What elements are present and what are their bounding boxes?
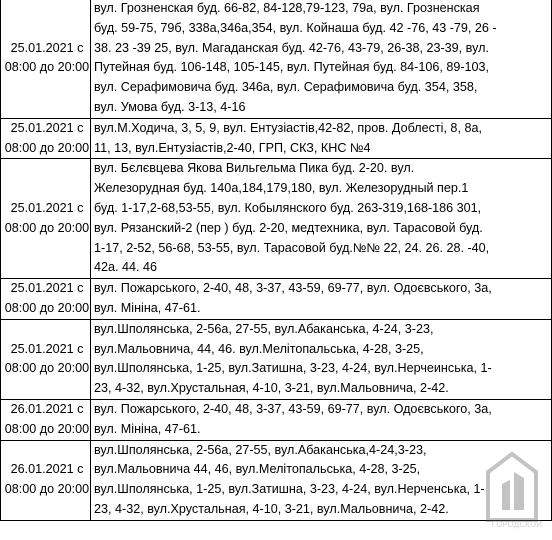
- address-line: 23, 4-32, вул.Хрустальная, 4-10, 3-21, вул.Мальовнича, 2-42.: [94, 381, 449, 396]
- address-list-cell: [91, 399, 552, 440]
- address-line: вул.Шполянська, 2-56а, 27-55, вул.Абаканська,4-24,3-23,: [94, 442, 427, 457]
- address-line: 38. 23 -39 25, вул. Магаданская буд. 42-76, 43-79, 26-38, 23-39, вул.: [94, 40, 489, 55]
- address-line: вул.Шполянська, 2-56а, 27-55, вул.Абаканська, 4-24, 3-23,: [94, 321, 434, 336]
- schedule-row: [1, 319, 552, 399]
- address-list-cell: [91, 319, 552, 399]
- outage-date-cell: 25.01.2021 с 08:00 до 20:00: [1, 0, 91, 118]
- address-line: вул. Умова буд. 3-13, 4-16: [94, 99, 246, 114]
- outage-date-cell: 26.01.2021 с 08:00 до 20:00: [1, 440, 91, 520]
- schedule-row: [1, 118, 552, 159]
- watermark-text: ГОРОДСКОЙ: [491, 520, 542, 529]
- address-line: вул. Пожарського, 2-40, 48, 3-37, 43-59, 69-77, вул. Одоєвського, 3а,: [94, 281, 492, 296]
- address-line: вул. Мініна, 47-61.: [94, 300, 201, 315]
- address-line: 11, 13, вул.Ентузіастів,2-40, ГРП, СКЗ, КНС №4: [94, 140, 371, 155]
- address-line: 42а. 44. 46: [94, 260, 158, 275]
- address-list-cell: [91, 118, 552, 159]
- outage-date-cell: 25.01.2021 с 08:00 до 20:00: [1, 319, 91, 399]
- address-line: буд. 1-17,2-68,53-55, вул. Кобылянского буд. 263-319,168-186 301,: [94, 200, 482, 215]
- address-list-cell: [91, 159, 552, 279]
- address-line: вул.Мальовнича 44, 46, вул.Мелітопальська, 4-28, 3-25,: [94, 462, 421, 477]
- address-line: буд. 59-75, 79б, 338а,346а,354, вул. Койнаша буд. 42 -76, 43 -79, 26 -: [94, 20, 497, 35]
- schedule-row: [1, 159, 552, 279]
- schedule-row: [1, 399, 552, 440]
- address-line: вул. Мініна, 47-61.: [94, 421, 201, 436]
- address-line: 1-17, 2-52, 56-68, 53-55, вул. Тарасовой буд.№№ 22, 24. 26. 28. -40,: [94, 240, 490, 255]
- schedule-row: [1, 0, 552, 118]
- schedule-row: [1, 279, 552, 320]
- address-line: вул. Грозненская буд. 66-82, 84-128,79-123, 79а, вул. Грозненская: [94, 1, 480, 15]
- address-line: вул. Серафимовича буд. 346а, вул. Серафимовича буд. 354, 358,: [94, 80, 478, 95]
- schedule-row: [1, 440, 552, 520]
- address-line: вул. Рязанский-2 (пер ) буд. 2-20, медтехника, вул. Тарасовой буд.: [94, 220, 483, 235]
- outage-date-cell: 26.01.2021 с 08:00 до 20:00: [1, 399, 91, 440]
- address-line: вул. Пожарського, 2-40, 48, 3-37, 43-59, 69-77, вул. Одоєвського, 3а,: [94, 401, 492, 416]
- address-line: Железорудная буд. 140а,184,179,180, вул. Железорудный пер.1: [94, 181, 469, 196]
- address-line: вул.М.Ходича, 3, 5, 9, вул. Ентузіастів,42-82, пров. Доблесті, 8, 8а,: [94, 120, 482, 135]
- address-line: вул.Мальовнича, 44, 46. вул.Мелітопальська, 4-28, 3-25,: [94, 341, 424, 356]
- address-line: вул. Бєлєвцева Якова Вильгельма Пика буд. 2-20. вул.: [94, 161, 415, 176]
- address-line: 23, 4-32, вул.Хрустальная, 4-10, 3-21, вул.Мальовнича, 2-42.: [94, 501, 449, 516]
- outage-date-cell: 25.01.2021 с 08:00 до 20:00: [1, 118, 91, 159]
- address-list-cell: [91, 0, 552, 118]
- outage-date-cell: 25.01.2021 с 08:00 до 20:00: [1, 159, 91, 279]
- address-line: вул.Шполянська, 1-25, вул.Затишна, 3-23, 4-24, вул.Нерчеинська, 1-: [94, 361, 492, 376]
- address-list-cell: [91, 440, 552, 520]
- address-list-cell: [91, 279, 552, 320]
- address-line: вул.Шполянська, 1-25, вул.Затишна, 3-23, 4-24, вул.Нерченська, 1-: [94, 482, 485, 497]
- address-line: Путейная буд. 106-148, 105-145, вул. Путейная буд. 84-106, 89-103,: [94, 60, 490, 75]
- outage-date-cell: 25.01.2021 с 08:00 до 20:00: [1, 279, 91, 320]
